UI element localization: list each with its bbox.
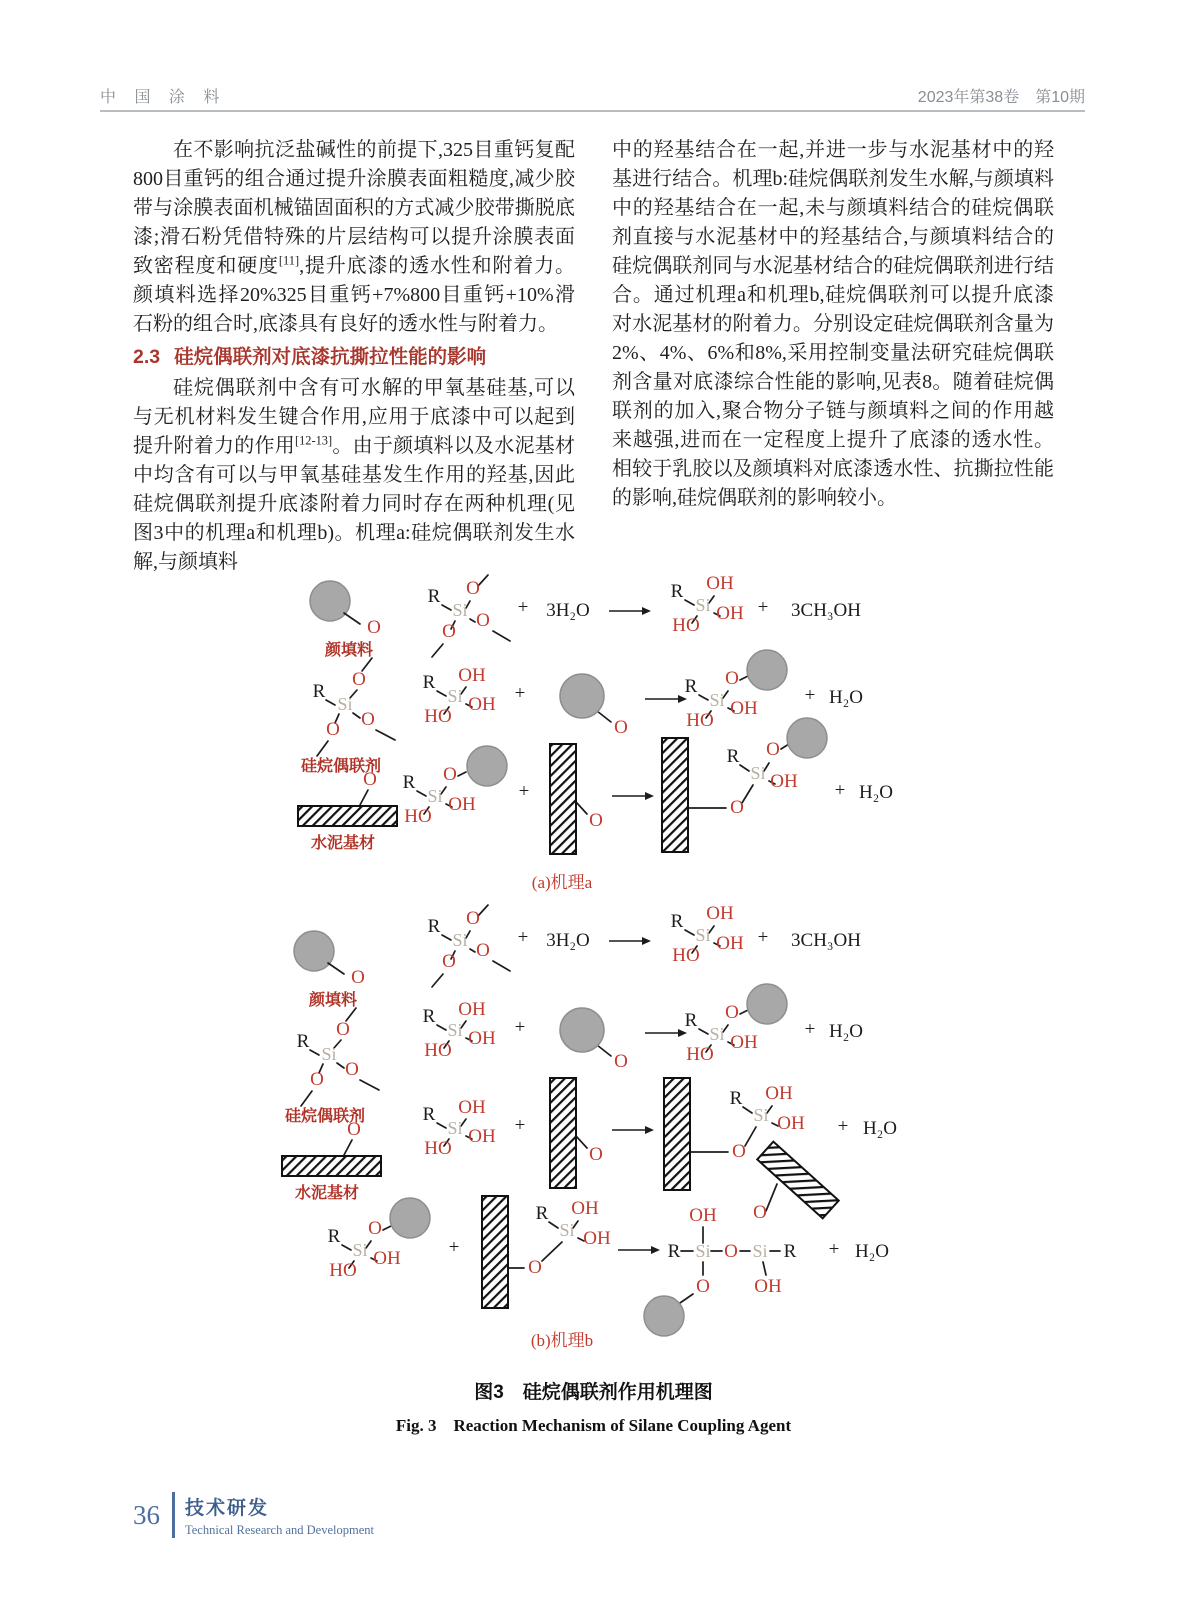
reaction-arrow [609, 937, 651, 945]
reaction-arrow [645, 695, 687, 703]
pigment-particle-icon [560, 674, 604, 718]
atom-ho: HO [671, 945, 700, 966]
mechanism-a [298, 573, 893, 892]
atom-o: O [346, 1119, 361, 1140]
atom-o: O [441, 621, 456, 642]
atom-si: Si [446, 1020, 463, 1040]
atom-o: O [765, 739, 780, 760]
footer-divider [172, 1492, 175, 1538]
cement-substrate-icon [298, 806, 397, 826]
atom-r: R [783, 1241, 796, 1262]
atom-o: O [351, 669, 366, 690]
reaction-b2 [422, 984, 862, 1072]
atom-oh: OH [715, 933, 744, 954]
pigment-particle-icon [747, 984, 787, 1024]
plus-sign: + [834, 780, 845, 801]
atom-oh: OH [715, 603, 744, 624]
water3-formula: 3H₂O [545, 600, 590, 621]
atom-o: O [731, 1141, 746, 1162]
atom-oh: OH [467, 1028, 496, 1049]
atom-si: Si [694, 1241, 711, 1261]
atom-r: R [296, 1031, 309, 1052]
paragraph-2-text2: 。由于颜填料以及水泥基材中均含有可以与甲氧基硅基发生作用的羟基,因此硅烷偶联剂提升底漆附着力同时存在两种机理(见图3中的机理a和机理b)。机理a:硅烷偶联剂发生水解,与颜填料 [133, 435, 576, 573]
pigment-particle-icon [747, 650, 787, 690]
figure-caption-en: Fig. 3 Reaction Mechanism of Silane Coupling Agent [395, 1416, 792, 1435]
atom-o: O [325, 719, 340, 740]
cement-substrate-icon [662, 738, 688, 852]
left-column [133, 136, 575, 577]
atom-r: R [729, 1088, 742, 1109]
atom-r: R [402, 772, 415, 793]
atom-si: Si [694, 595, 711, 615]
atom-r: R [667, 1241, 680, 1262]
atom-ho: HO [328, 1260, 357, 1281]
atom-r: R [427, 586, 440, 607]
pigment-particle-icon [560, 1008, 604, 1052]
paragraph-2-text: 硅烷偶联剂中含有可水解的甲氧基硅基,可以与无机材料发生键合作用,应用于底漆中可以起到提升附着力的作用 [133, 377, 575, 457]
atom-oh: OH [447, 794, 476, 815]
plus-sign: + [804, 685, 815, 706]
subcaption-b: (b)机理b [530, 1331, 593, 1350]
legend-a [298, 581, 397, 852]
water-formula: H₂O [854, 1241, 889, 1262]
citation-12-13: [12-13] [294, 433, 333, 448]
plus-sign: + [514, 1017, 525, 1038]
atom-r: R [422, 1104, 435, 1125]
plus-sign: + [514, 683, 525, 704]
atom-si: Si [320, 1044, 337, 1064]
atom-oh: OH [457, 1097, 486, 1118]
atom-o: O [475, 610, 490, 631]
water-formula: H₂O [858, 782, 893, 803]
atom-o: O [360, 709, 375, 730]
page-footer [133, 1492, 374, 1538]
atom-ho: HO [423, 1138, 452, 1159]
atom-r: R [670, 911, 683, 932]
atom-r: R [427, 916, 440, 937]
atom-ho: HO [423, 1040, 452, 1061]
atom-o: O [362, 769, 377, 790]
atom-oh: OH [372, 1248, 401, 1269]
atom-oh: OH [769, 771, 798, 792]
atom-si: Si [351, 1240, 368, 1260]
plus-sign: + [518, 781, 529, 802]
pigment-particle-icon [310, 581, 350, 621]
paragraph-2 [133, 374, 575, 577]
atom-o: O [527, 1257, 542, 1278]
water-formula: H₂O [828, 1021, 863, 1042]
cement-substrate-icon [550, 1078, 576, 1188]
journal-name: 中 国 涂 料 [100, 89, 227, 106]
mechanism-b [282, 903, 897, 1350]
reaction-arrow [618, 1246, 660, 1254]
paragraph-1-text: 在不影响抗泛盐碱性的前提下,325目重钙复配800目重钙的组合通过提升涂膜表面粗糙度,减少胶带与涂膜表面机械锚固面积的方式减少胶带撕脱底漆;滑石粉凭借特殊的片层结构可以提升涂膜表面致密程度和硬度 [133, 139, 575, 277]
atom-o: O [344, 1059, 359, 1080]
atom-ho: HO [685, 1044, 714, 1065]
atom-r: R [684, 1010, 697, 1031]
plus-sign: + [837, 1116, 848, 1137]
plus-sign: + [828, 1239, 839, 1260]
atom-r: R [422, 672, 435, 693]
silane-label: 硅烷偶联剂 [300, 758, 381, 775]
atom-o: O [588, 1144, 603, 1165]
footer-section-zh: 技术研发 [185, 1497, 270, 1519]
reaction-arrow [612, 792, 654, 800]
cement-substrate-icon [482, 1196, 508, 1308]
atom-r: R [422, 1006, 435, 1027]
section-number: 2.3 [133, 346, 161, 368]
atom-o: O [695, 1276, 710, 1297]
atom-oh: OH [764, 1083, 793, 1104]
atom-si: Si [751, 1241, 768, 1261]
atom-oh: OH [467, 1126, 496, 1147]
atom-si: Si [451, 930, 468, 950]
plus-sign: + [517, 597, 528, 618]
atom-si: Si [749, 763, 766, 783]
atom-r: R [684, 676, 697, 697]
atom-o: O [309, 1069, 324, 1090]
atom-r: R [726, 746, 739, 767]
atom-oh: OH [582, 1228, 611, 1249]
atom-o: O [752, 1202, 767, 1223]
atom-si: Si [446, 686, 463, 706]
atom-o: O [613, 1051, 628, 1072]
plus-sign: + [514, 1115, 525, 1136]
atom-oh: OH [729, 1032, 758, 1053]
cement-substrate-icon [664, 1078, 690, 1190]
header-rule [100, 110, 1085, 112]
plus-sign: + [757, 927, 768, 948]
atom-o: O [613, 717, 628, 738]
atom-o: O [465, 578, 480, 599]
atom-o: O [367, 1218, 382, 1239]
methanol3-formula: 3CH₃OH [790, 600, 861, 621]
reaction-b4 [327, 1142, 888, 1336]
reaction-b3 [422, 1078, 896, 1190]
page-header [100, 84, 1085, 107]
pigment-particle-icon [294, 931, 334, 971]
footer-section-en: Technical Research and Development [185, 1522, 374, 1537]
plus-sign: + [804, 1019, 815, 1040]
cement-label: 水泥基材 [310, 835, 375, 852]
citation-11: [11] [278, 253, 300, 268]
atom-oh: OH [467, 694, 496, 715]
atom-si: Si [451, 600, 468, 620]
plus-sign: + [517, 927, 528, 948]
atom-si: Si [336, 694, 353, 714]
atom-si: Si [752, 1105, 769, 1125]
cement-substrate-icon [757, 1142, 838, 1219]
atom-r: R [312, 681, 325, 702]
atom-r: R [535, 1203, 548, 1224]
reaction-a1 [427, 573, 861, 657]
atom-oh: OH [729, 698, 758, 719]
atom-o: O [442, 764, 457, 785]
atom-oh: OH [753, 1276, 782, 1297]
paragraph-1-text2: ,提升底漆的透水性和附着力。颜填料选择20%325目重钙+7%800目重钙+10%滑石粉的组合时,底漆具有良好的透水性与附着力。 [133, 255, 576, 335]
pigment-particle-icon [467, 746, 507, 786]
reaction-b1 [427, 903, 861, 987]
right-column [612, 136, 1054, 577]
article-body [133, 136, 1054, 577]
atom-ho: HO [423, 706, 452, 727]
reaction-mechanism-diagram [274, 556, 914, 1356]
section-heading [133, 342, 575, 372]
pigment-particle-icon [644, 1296, 684, 1336]
figure-caption-zh: 图3 硅烷偶联剂作用机理图 [474, 1382, 713, 1403]
pigment-particle-icon [787, 718, 827, 758]
section-title: 硅烷偶联剂对底漆抗撕拉性能的影响 [174, 346, 487, 368]
atom-r: R [327, 1226, 340, 1247]
paragraph-1 [133, 136, 575, 339]
plus-sign: + [757, 597, 768, 618]
methanol3-formula: 3CH₃OH [790, 930, 861, 951]
atom-oh: OH [570, 1198, 599, 1219]
atom-oh: OH [705, 903, 734, 924]
plus-sign: + [448, 1237, 459, 1258]
pigment-label: 颜填料 [308, 992, 357, 1009]
atom-o: O [724, 668, 739, 689]
issue-info: 2023年第38卷 第10期 [917, 89, 1085, 106]
atom-si: Si [446, 1118, 463, 1138]
atom-o: O [588, 810, 603, 831]
atom-ho: HO [671, 615, 700, 636]
atom-oh: OH [457, 665, 486, 686]
reaction-a3 [402, 718, 892, 854]
atom-o: O [366, 617, 381, 638]
legend-b [282, 931, 381, 1202]
atom-o: O [441, 951, 456, 972]
paragraph-3: 中的羟基结合在一起,并进一步与水泥基材中的羟基进行结合。机理b:硅烷偶联剂发生水解,与颜填料中的羟基结合在一起,未与颜填料结合的硅烷偶联剂直接与水泥基材中的羟基结合,与颜填料结合的硅烷偶联剂同与水泥基材结合的硅烷偶联剂进行结合。通过机理a和机理b,硅烷偶联剂可以提升底漆对水泥基材的附着力。分别设定硅烷偶联剂含量为2%、4%、6%和8%,采用控制变量法研究硅烷偶联剂含量对底漆综合性能的影响,见表8。随着硅烷偶联剂的加入,聚合物分子链与颜填料之间的作用越来越强,进而在一定程度上提升了底漆的透水性。相较于乳胶以及颜填料对底漆透水性、抗撕拉性能的影响,硅烷偶联剂的影响较小。 [612, 139, 1054, 509]
reaction-arrow [645, 1029, 687, 1037]
atom-ho: HO [403, 806, 432, 827]
subcaption-a: (a)机理a [531, 873, 592, 892]
pigment-label: 颜填料 [324, 642, 373, 659]
cement-substrate-icon [550, 744, 576, 854]
water-formula: H₂O [828, 687, 863, 708]
atom-oh: OH [705, 573, 734, 594]
reaction-arrow [609, 607, 651, 615]
atom-r: R [670, 581, 683, 602]
atom-o: O [723, 1241, 738, 1262]
atom-si: Si [694, 925, 711, 945]
silane-label: 硅烷偶联剂 [284, 1108, 365, 1125]
atom-o: O [335, 1019, 350, 1040]
atom-o: O [465, 908, 480, 929]
atom-ho: HO [685, 710, 714, 731]
atom-o: O [724, 1002, 739, 1023]
atom-oh: OH [457, 999, 486, 1020]
atom-o: O [475, 940, 490, 961]
figure-3 [0, 556, 1187, 1436]
water-formula: H₂O [862, 1118, 897, 1139]
atom-oh: OH [688, 1205, 717, 1226]
atom-si: Si [708, 690, 725, 710]
atom-o: O [729, 797, 744, 818]
page-number: 36 [133, 1499, 160, 1530]
cement-substrate-icon [282, 1156, 381, 1176]
reaction-arrow [612, 1126, 654, 1134]
water3-formula: 3H₂O [545, 930, 590, 951]
atom-si: Si [558, 1220, 575, 1240]
atom-si: Si [708, 1024, 725, 1044]
atom-si: Si [426, 786, 443, 806]
atom-o: O [350, 967, 365, 988]
pigment-particle-icon [390, 1198, 430, 1238]
cement-label: 水泥基材 [294, 1185, 359, 1202]
atom-oh: OH [776, 1113, 805, 1134]
